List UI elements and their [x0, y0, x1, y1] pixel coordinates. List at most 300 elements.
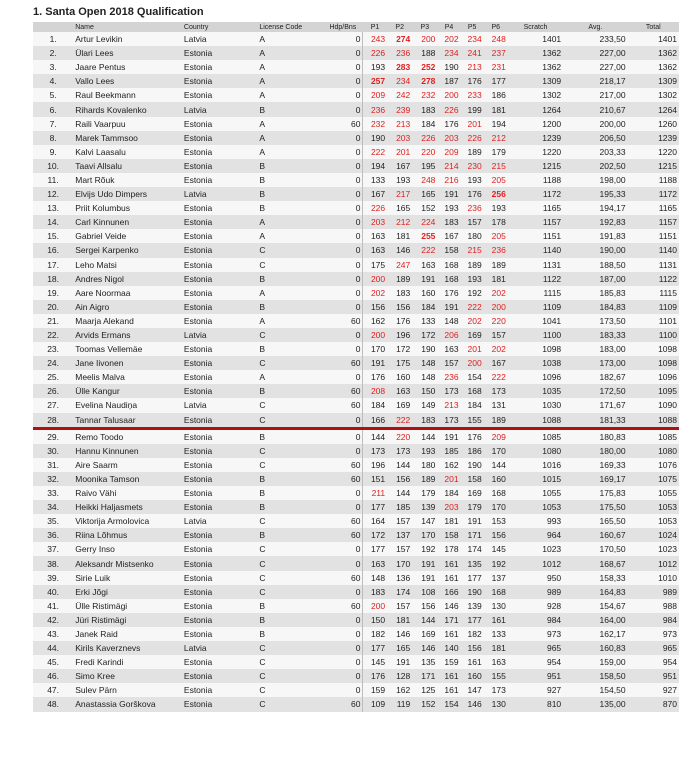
game-score-cell: 211	[363, 486, 387, 500]
table-row	[33, 258, 679, 272]
game-score-cell: 230	[461, 159, 484, 173]
game-score-cell: 215	[461, 243, 484, 257]
handicap-cell: 0	[323, 187, 363, 201]
average-cell: 169,17	[563, 472, 627, 486]
game-score-cell: 170	[484, 500, 508, 514]
header-rank	[33, 22, 73, 32]
player-name-cell: Priit Kolumbus	[73, 201, 182, 215]
game-score-cell: 243	[363, 32, 387, 46]
game-score-cell: 213	[461, 60, 484, 74]
license-code-cell: B	[257, 384, 322, 398]
game-score-cell: 201	[437, 472, 460, 486]
average-cell: 183,00	[563, 342, 627, 356]
scratch-cell: 1362	[508, 46, 563, 60]
scratch-cell: 1096	[508, 370, 563, 384]
table-row	[33, 229, 679, 243]
average-cell: 191,83	[563, 229, 627, 243]
average-cell: 206,50	[563, 131, 627, 145]
total-cell: 1012	[628, 556, 679, 570]
country-cell: Latvia	[182, 187, 257, 201]
license-code-cell: C	[257, 697, 322, 711]
total-cell: 1140	[628, 243, 679, 257]
game-score-cell: 248	[484, 32, 508, 46]
game-score-cell: 183	[387, 286, 412, 300]
game-score-cell: 226	[363, 46, 387, 60]
table-row	[33, 398, 679, 412]
license-code-cell: A	[257, 74, 322, 88]
game-score-cell: 144	[387, 486, 412, 500]
game-score-cell: 171	[461, 528, 484, 542]
scratch-cell: 1015	[508, 472, 563, 486]
total-cell: 1264	[628, 102, 679, 116]
player-name-cell: Sirie Luik	[73, 571, 182, 585]
table-row	[33, 472, 679, 486]
country-cell: Estonia	[182, 571, 257, 585]
total-cell: 1023	[628, 542, 679, 556]
player-name-cell: Raili Vaarpuu	[73, 117, 182, 131]
table-row	[33, 300, 679, 314]
rank-cell: 2.	[33, 46, 73, 60]
player-name-cell: Sergei Karpenko	[73, 243, 182, 257]
game-score-cell: 191	[437, 300, 460, 314]
scratch-cell: 984	[508, 613, 563, 627]
player-name-cell: Rihards Kovalenko	[73, 102, 182, 116]
scratch-cell: 1122	[508, 272, 563, 286]
game-score-cell: 176	[363, 370, 387, 384]
player-name-cell: Jane Iivonen	[73, 356, 182, 370]
game-score-cell: 108	[412, 585, 437, 599]
scratch-cell: 1401	[508, 32, 563, 46]
rank-cell: 47.	[33, 683, 73, 697]
results-body	[33, 32, 679, 712]
header-license: License Code	[257, 22, 322, 32]
total-cell: 1165	[628, 201, 679, 215]
table-row	[33, 356, 679, 370]
game-score-cell: 189	[461, 145, 484, 159]
table-row	[33, 556, 679, 570]
country-cell: Estonia	[182, 215, 257, 229]
rank-cell: 8.	[33, 131, 73, 145]
handicap-cell: 0	[323, 272, 363, 286]
game-score-cell: 200	[363, 272, 387, 286]
rank-cell: 7.	[33, 117, 73, 131]
handicap-cell: 0	[323, 370, 363, 384]
game-score-cell: 156	[461, 641, 484, 655]
license-code-cell: A	[257, 314, 322, 328]
handicap-cell: 60	[323, 117, 363, 131]
game-score-cell: 144	[363, 428, 387, 444]
game-score-cell: 196	[363, 458, 387, 472]
country-cell: Estonia	[182, 458, 257, 472]
game-score-cell: 157	[387, 599, 412, 613]
license-code-cell: C	[257, 356, 322, 370]
scratch-cell: 1188	[508, 173, 563, 187]
game-score-cell: 157	[387, 542, 412, 556]
average-cell: 164,83	[563, 585, 627, 599]
game-score-cell: 169	[412, 627, 437, 641]
average-cell: 227,00	[563, 60, 627, 74]
scratch-cell: 1109	[508, 300, 563, 314]
game-score-cell: 158	[437, 528, 460, 542]
rank-cell: 27.	[33, 398, 73, 412]
header-p6: P6	[484, 22, 508, 32]
rank-cell: 31.	[33, 458, 73, 472]
total-cell: 1055	[628, 486, 679, 500]
average-cell: 160,83	[563, 641, 627, 655]
license-code-cell: A	[257, 229, 322, 243]
scratch-cell: 1053	[508, 500, 563, 514]
game-score-cell: 183	[363, 585, 387, 599]
game-score-cell: 163	[484, 655, 508, 669]
game-score-cell: 146	[461, 697, 484, 711]
game-score-cell: 169	[387, 398, 412, 412]
rank-cell: 30.	[33, 444, 73, 458]
license-code-cell: A	[257, 46, 322, 60]
game-score-cell: 232	[412, 88, 437, 102]
game-score-cell: 191	[437, 187, 460, 201]
country-cell: Estonia	[182, 145, 257, 159]
country-cell: Estonia	[182, 556, 257, 570]
scratch-cell: 928	[508, 599, 563, 613]
game-score-cell: 145	[484, 542, 508, 556]
game-score-cell: 181	[387, 229, 412, 243]
handicap-cell: 0	[323, 428, 363, 444]
game-score-cell: 205	[484, 173, 508, 187]
country-cell: Latvia	[182, 514, 257, 528]
game-score-cell: 146	[387, 627, 412, 641]
average-cell: 198,00	[563, 173, 627, 187]
game-score-cell: 212	[484, 131, 508, 145]
total-cell: 1053	[628, 514, 679, 528]
game-score-cell: 248	[412, 173, 437, 187]
player-name-cell: Toomas Vellemäe	[73, 342, 182, 356]
player-name-cell: Janek Raid	[73, 627, 182, 641]
game-score-cell: 167	[363, 187, 387, 201]
game-score-cell: 173	[484, 384, 508, 398]
scratch-cell: 1115	[508, 286, 563, 300]
game-score-cell: 189	[484, 413, 508, 429]
game-score-cell: 156	[412, 599, 437, 613]
rank-cell: 40.	[33, 585, 73, 599]
game-score-cell: 200	[363, 599, 387, 613]
game-score-cell: 161	[437, 571, 460, 585]
game-score-cell: 174	[387, 585, 412, 599]
country-cell: Latvia	[182, 328, 257, 342]
table-row	[33, 286, 679, 300]
handicap-cell: 0	[323, 159, 363, 173]
player-name-cell: Leho Matsi	[73, 258, 182, 272]
player-name-cell: Marek Tammsoo	[73, 131, 182, 145]
average-cell: 159,00	[563, 655, 627, 669]
handicap-cell: 0	[323, 585, 363, 599]
game-score-cell: 140	[437, 641, 460, 655]
game-score-cell: 144	[387, 458, 412, 472]
table-row	[33, 500, 679, 514]
game-score-cell: 181	[484, 102, 508, 116]
game-score-cell: 184	[437, 486, 460, 500]
header-p5: P5	[461, 22, 484, 32]
game-score-cell: 184	[412, 117, 437, 131]
average-cell: 180,83	[563, 428, 627, 444]
rank-cell: 33.	[33, 486, 73, 500]
game-score-cell: 167	[437, 229, 460, 243]
game-score-cell: 166	[437, 585, 460, 599]
game-score-cell: 217	[387, 187, 412, 201]
game-score-cell: 157	[387, 514, 412, 528]
country-cell: Estonia	[182, 683, 257, 697]
game-score-cell: 226	[461, 131, 484, 145]
handicap-cell: 0	[323, 201, 363, 215]
country-cell: Estonia	[182, 60, 257, 74]
handicap-cell: 0	[323, 655, 363, 669]
game-score-cell: 237	[484, 46, 508, 60]
license-code-cell: B	[257, 300, 322, 314]
game-score-cell: 194	[363, 159, 387, 173]
game-score-cell: 168	[437, 258, 460, 272]
player-name-cell: Taavi Allsalu	[73, 159, 182, 173]
game-score-cell: 139	[412, 500, 437, 514]
game-score-cell: 191	[387, 655, 412, 669]
handicap-cell: 0	[323, 74, 363, 88]
country-cell: Estonia	[182, 669, 257, 683]
license-code-cell: B	[257, 613, 322, 627]
country-cell: Estonia	[182, 528, 257, 542]
game-score-cell: 200	[437, 88, 460, 102]
table-row	[33, 314, 679, 328]
table-row	[33, 145, 679, 159]
handicap-cell: 60	[323, 356, 363, 370]
license-code-cell: B	[257, 342, 322, 356]
game-score-cell: 180	[412, 458, 437, 472]
game-score-cell: 274	[387, 32, 412, 46]
game-score-cell: 232	[363, 117, 387, 131]
license-code-cell: B	[257, 187, 322, 201]
game-score-cell: 239	[387, 102, 412, 116]
game-score-cell: 133	[412, 314, 437, 328]
scratch-cell: 1085	[508, 428, 563, 444]
average-cell: 173,00	[563, 356, 627, 370]
game-score-cell: 201	[387, 145, 412, 159]
game-score-cell: 176	[437, 286, 460, 300]
total-cell: 1090	[628, 398, 679, 412]
rank-cell: 44.	[33, 641, 73, 655]
game-score-cell: 133	[484, 627, 508, 641]
game-score-cell: 165	[387, 201, 412, 215]
game-score-cell: 181	[387, 613, 412, 627]
player-name-cell: Sulev Pärn	[73, 683, 182, 697]
total-cell: 1122	[628, 272, 679, 286]
game-score-cell: 172	[363, 528, 387, 542]
player-name-cell: Viktorija Armolovica	[73, 514, 182, 528]
game-score-cell: 128	[387, 669, 412, 683]
rank-cell: 1.	[33, 32, 73, 46]
game-score-cell: 169	[461, 486, 484, 500]
game-score-cell: 241	[461, 46, 484, 60]
license-code-cell: A	[257, 286, 322, 300]
rank-cell: 5.	[33, 88, 73, 102]
total-cell: 1115	[628, 286, 679, 300]
game-score-cell: 224	[412, 215, 437, 229]
total-cell: 1188	[628, 173, 679, 187]
player-name-cell: Kalvi Laasalu	[73, 145, 182, 159]
license-code-cell: B	[257, 102, 322, 116]
average-cell: 218,17	[563, 74, 627, 88]
game-score-cell: 178	[437, 542, 460, 556]
average-cell: 165,50	[563, 514, 627, 528]
scratch-cell: 1012	[508, 556, 563, 570]
player-name-cell: Evelina Naudiņa	[73, 398, 182, 412]
average-cell: 182,67	[563, 370, 627, 384]
license-code-cell: B	[257, 528, 322, 542]
game-score-cell: 179	[461, 500, 484, 514]
game-score-cell: 160	[412, 286, 437, 300]
header-name: Name	[73, 22, 182, 32]
country-cell: Latvia	[182, 102, 257, 116]
table-row	[33, 655, 679, 669]
game-score-cell: 175	[387, 356, 412, 370]
average-cell: 154,67	[563, 599, 627, 613]
average-cell: 158,50	[563, 669, 627, 683]
game-score-cell: 202	[484, 286, 508, 300]
game-score-cell: 193	[437, 201, 460, 215]
average-cell: 175,50	[563, 500, 627, 514]
table-row	[33, 272, 679, 286]
player-name-cell: Andres Nigol	[73, 272, 182, 286]
game-score-cell: 172	[387, 342, 412, 356]
country-cell: Estonia	[182, 243, 257, 257]
license-code-cell: B	[257, 201, 322, 215]
scratch-cell: 1035	[508, 384, 563, 398]
game-score-cell: 158	[461, 472, 484, 486]
game-score-cell: 183	[412, 102, 437, 116]
average-cell: 190,00	[563, 243, 627, 257]
rank-cell: 32.	[33, 472, 73, 486]
game-score-cell: 144	[412, 428, 437, 444]
license-code-cell: A	[257, 88, 322, 102]
total-cell: 973	[628, 627, 679, 641]
rank-cell: 18.	[33, 272, 73, 286]
rank-cell: 48.	[33, 697, 73, 711]
license-code-cell: A	[257, 131, 322, 145]
player-name-cell: Heikki Haljasmets	[73, 500, 182, 514]
country-cell: Estonia	[182, 300, 257, 314]
table-row	[33, 173, 679, 187]
game-score-cell: 193	[461, 272, 484, 286]
total-cell: 1151	[628, 229, 679, 243]
game-score-cell: 176	[363, 669, 387, 683]
game-score-cell: 191	[412, 272, 437, 286]
game-score-cell: 157	[484, 328, 508, 342]
game-score-cell: 191	[461, 514, 484, 528]
game-score-cell: 173	[363, 444, 387, 458]
average-cell: 170,50	[563, 542, 627, 556]
total-cell: 1362	[628, 46, 679, 60]
country-cell: Estonia	[182, 201, 257, 215]
scratch-cell: 927	[508, 683, 563, 697]
total-cell: 1080	[628, 444, 679, 458]
game-score-cell: 172	[412, 328, 437, 342]
country-cell: Estonia	[182, 613, 257, 627]
scratch-cell: 1080	[508, 444, 563, 458]
table-row	[33, 413, 679, 429]
license-code-cell: C	[257, 514, 322, 528]
country-cell: Estonia	[182, 356, 257, 370]
total-cell: 870	[628, 697, 679, 711]
game-score-cell: 163	[387, 384, 412, 398]
table-row	[33, 683, 679, 697]
table-row	[33, 131, 679, 145]
total-cell: 965	[628, 641, 679, 655]
game-score-cell: 222	[484, 370, 508, 384]
game-score-cell: 130	[484, 697, 508, 711]
scratch-cell: 954	[508, 655, 563, 669]
game-score-cell: 236	[387, 46, 412, 60]
average-cell: 192,83	[563, 215, 627, 229]
player-name-cell: Ülle Ristimägi	[73, 599, 182, 613]
rank-cell: 20.	[33, 300, 73, 314]
rank-cell: 45.	[33, 655, 73, 669]
license-code-cell: B	[257, 472, 322, 486]
game-score-cell: 200	[484, 300, 508, 314]
game-score-cell: 190	[363, 131, 387, 145]
average-cell: 202,50	[563, 159, 627, 173]
game-score-cell: 144	[412, 613, 437, 627]
game-score-cell: 182	[363, 627, 387, 641]
game-score-cell: 146	[412, 641, 437, 655]
handicap-cell: 0	[323, 613, 363, 627]
game-score-cell: 135	[461, 556, 484, 570]
total-cell: 1098	[628, 356, 679, 370]
game-score-cell: 176	[461, 74, 484, 88]
player-name-cell: Aare Noormaa	[73, 286, 182, 300]
game-score-cell: 257	[363, 74, 387, 88]
scratch-cell: 1302	[508, 88, 563, 102]
scratch-cell: 1088	[508, 413, 563, 429]
table-row	[33, 215, 679, 229]
table-row	[33, 243, 679, 257]
handicap-cell: 0	[323, 131, 363, 145]
player-name-cell: Ain Aigro	[73, 300, 182, 314]
game-score-cell: 155	[461, 413, 484, 429]
scratch-cell: 1309	[508, 74, 563, 88]
handicap-cell: 0	[323, 286, 363, 300]
table-row	[33, 46, 679, 60]
total-cell: 954	[628, 655, 679, 669]
game-score-cell: 209	[484, 428, 508, 444]
game-score-cell: 177	[363, 542, 387, 556]
player-name-cell: Hannu Kinnunen	[73, 444, 182, 458]
game-score-cell: 144	[484, 458, 508, 472]
game-score-cell: 131	[484, 398, 508, 412]
rank-cell: 21.	[33, 314, 73, 328]
table-row	[33, 458, 679, 472]
game-score-cell: 156	[387, 300, 412, 314]
table-row	[33, 542, 679, 556]
country-cell: Estonia	[182, 384, 257, 398]
handicap-cell: 60	[323, 697, 363, 711]
license-code-cell: A	[257, 370, 322, 384]
table-row	[33, 342, 679, 356]
license-code-cell: C	[257, 556, 322, 570]
game-score-cell: 190	[461, 458, 484, 472]
country-cell: Estonia	[182, 472, 257, 486]
country-cell: Estonia	[182, 627, 257, 641]
handicap-cell: 60	[323, 472, 363, 486]
game-score-cell: 148	[437, 314, 460, 328]
game-score-cell: 161	[484, 613, 508, 627]
game-score-cell: 236	[363, 102, 387, 116]
game-score-cell: 119	[387, 697, 412, 711]
